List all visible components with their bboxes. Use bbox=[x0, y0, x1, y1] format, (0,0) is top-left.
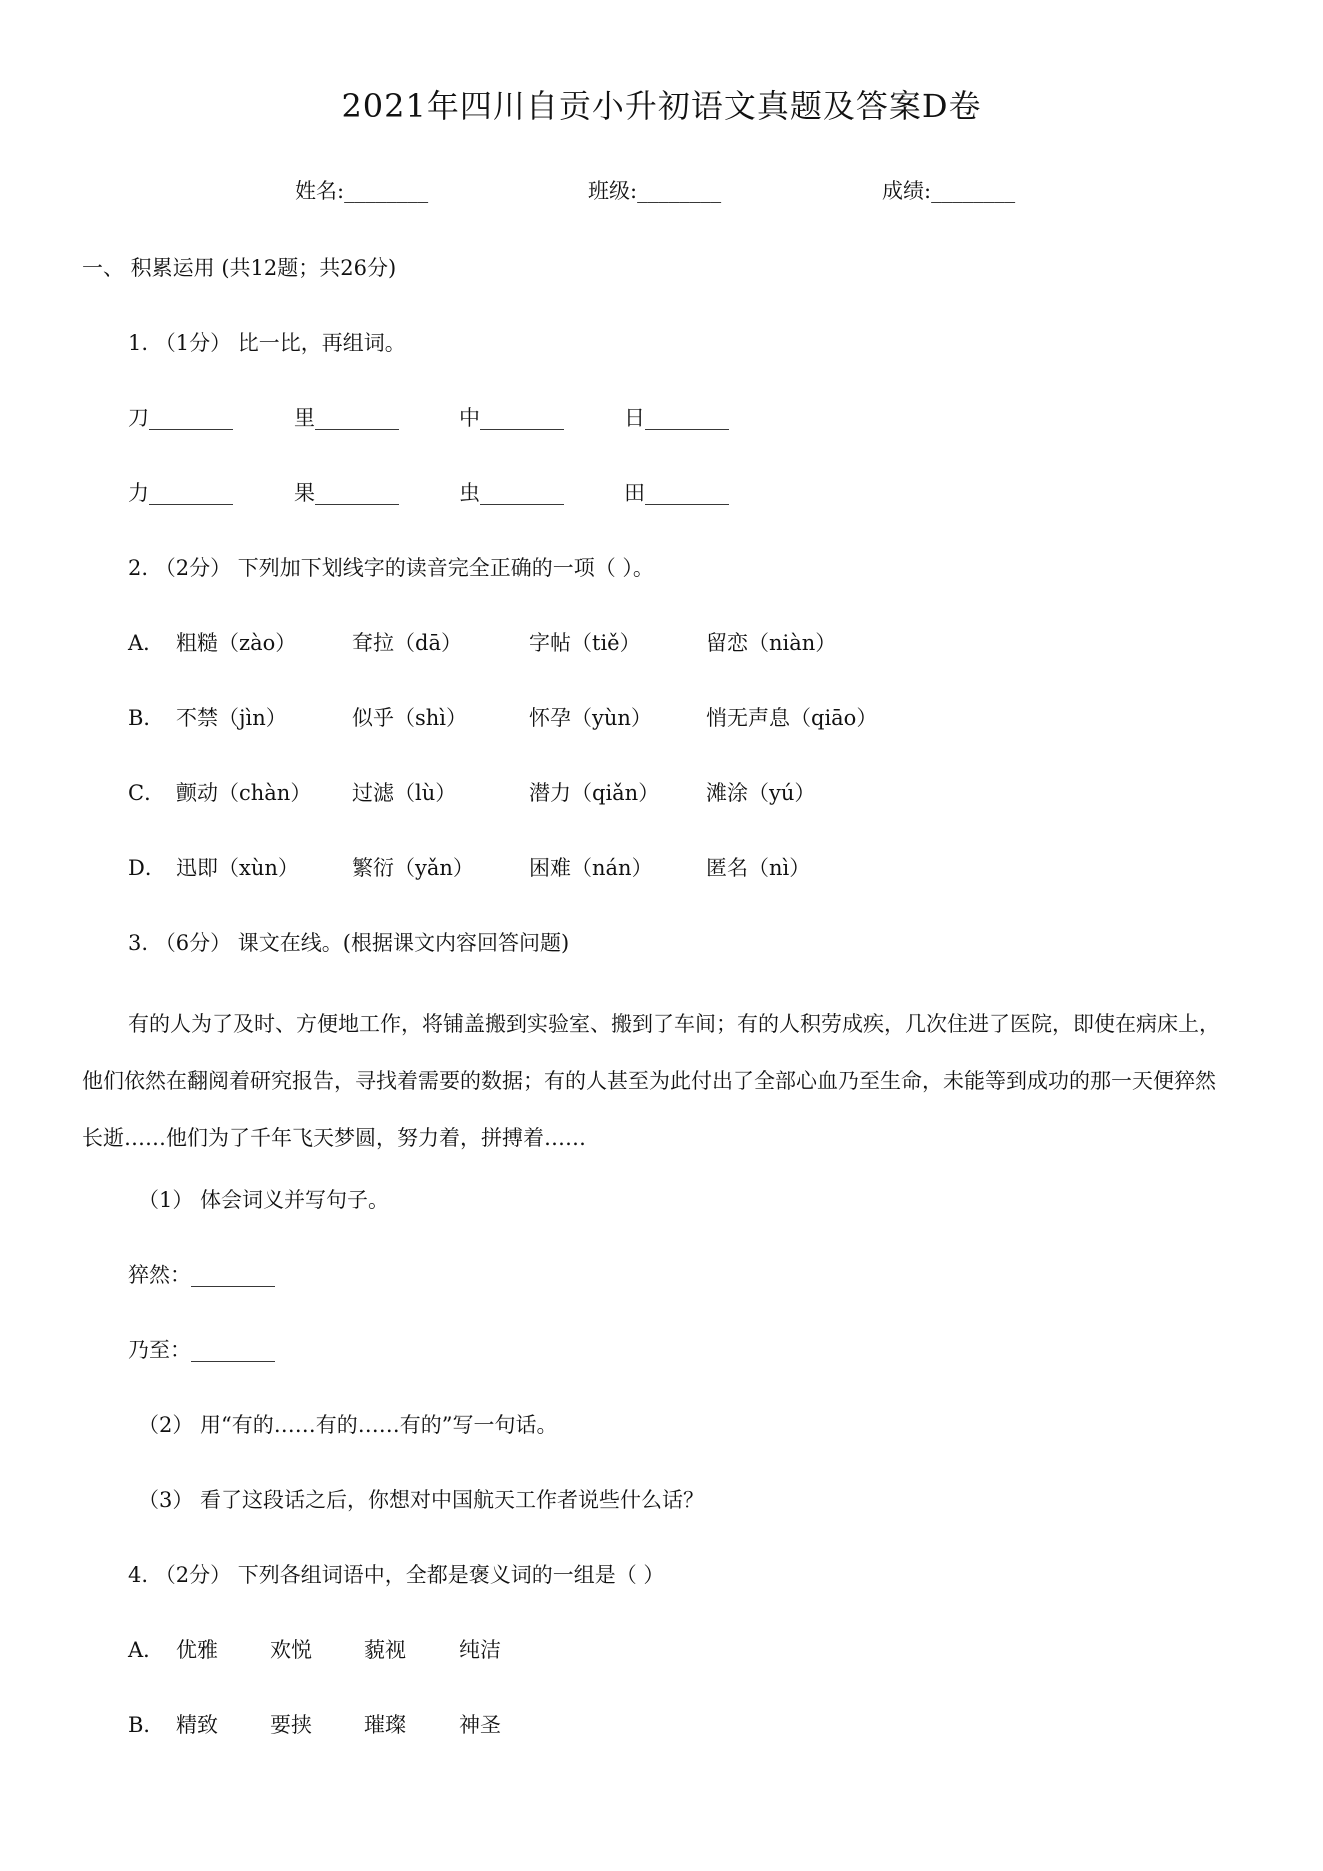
option-item: 精致 bbox=[176, 1713, 218, 1737]
option-item: 困难（nán） bbox=[529, 856, 653, 880]
answer-blank: 乃至：________ bbox=[128, 1338, 275, 1362]
sub-question: （2） 用“有的……有的……有的”写一句话。 bbox=[138, 1413, 558, 1437]
option-item: 字帖（tiě） bbox=[529, 631, 641, 655]
option-item: 似乎（shì） bbox=[352, 706, 468, 730]
score-field: 成绩:________ bbox=[882, 179, 1016, 203]
q1-blank: 田________ bbox=[624, 481, 729, 505]
sub-question: （3） 看了这段话之后，你想对中国航天工作者说些什么话？ bbox=[138, 1488, 705, 1512]
q1-blank: 力________ bbox=[128, 481, 233, 505]
question-4-stem: 4. （2分） 下列各组词语中，全都是褒义词的一组是（ ） bbox=[128, 1563, 665, 1587]
option-item: 璀璨 bbox=[364, 1713, 406, 1737]
option-item: 迅即（xùn） bbox=[176, 856, 299, 880]
option-item: 粗糙（zào） bbox=[176, 631, 297, 655]
option-item: 留恋（niàn） bbox=[706, 631, 837, 655]
option-label: B． bbox=[128, 1713, 165, 1737]
option-item: 藐视 bbox=[364, 1638, 406, 1662]
q1-blank: 里________ bbox=[294, 406, 399, 430]
option-item: 滩涂（yú） bbox=[706, 781, 816, 805]
option-item: 纯洁 bbox=[459, 1638, 501, 1662]
option-item: 神圣 bbox=[459, 1713, 501, 1737]
option-item: 欢悦 bbox=[270, 1638, 312, 1662]
question-1-stem: 1. （1分） 比一比，再组词。 bbox=[128, 331, 406, 355]
answer-blank: 猝然：________ bbox=[128, 1263, 275, 1287]
option-item: 过滤（lù） bbox=[352, 781, 457, 805]
option-item: 潜力（qiǎn） bbox=[529, 781, 660, 805]
option-item: 颤动（chàn） bbox=[176, 781, 312, 805]
page-title: 2021年四川自贡小升初语文真题及答案D卷 bbox=[341, 87, 982, 125]
q1-blank: 果________ bbox=[294, 481, 399, 505]
q1-blank: 刀________ bbox=[128, 406, 233, 430]
question-2-stem: 2. （2分） 下列加下划线字的读音完全正确的一项（ ）。 bbox=[128, 556, 654, 580]
option-label: D． bbox=[128, 856, 166, 880]
q1-blank: 虫________ bbox=[459, 481, 564, 505]
option-item: 优雅 bbox=[176, 1638, 218, 1662]
option-label: A． bbox=[128, 631, 165, 655]
sub-question: （1） 体会词义并写句子。 bbox=[138, 1188, 390, 1212]
option-label: B． bbox=[128, 706, 165, 730]
option-item: 怀孕（yùn） bbox=[529, 706, 652, 730]
option-item: 要挟 bbox=[270, 1713, 312, 1737]
option-label: C． bbox=[128, 781, 166, 805]
class-field: 班级:________ bbox=[588, 179, 722, 203]
option-item: 悄无声息（qiāo） bbox=[706, 706, 878, 730]
option-item: 不禁（jìn） bbox=[176, 706, 287, 730]
question-3-stem: 3. （6分） 课文在线。(根据课文内容回答问题) bbox=[128, 931, 570, 955]
reading-passage: 有的人为了及时、方便地工作，将铺盖搬到实验室、搬到了车间；有的人积劳成疾，几次住进了医院，即使在病床上，他们依然在翻阅着研究报告，寻找着需要的数据；有的人甚至为此付出了全部心血乃至生命，未能等到成功的那一天便猝然长逝……他们为了千年飞天梦圆，努力着，拼搏着…… bbox=[82, 1012, 1220, 1150]
section-heading: 一、 积累运用 (共12题；共26分) bbox=[82, 256, 397, 280]
name-field: 姓名:________ bbox=[295, 179, 429, 203]
option-item: 繁衍（yǎn） bbox=[352, 856, 474, 880]
option-item: 匿名（nì） bbox=[706, 856, 811, 880]
option-label: A． bbox=[128, 1638, 165, 1662]
option-item: 耷拉（dā） bbox=[352, 631, 462, 655]
q1-blank: 中________ bbox=[459, 406, 564, 430]
q1-blank: 日________ bbox=[624, 406, 729, 430]
